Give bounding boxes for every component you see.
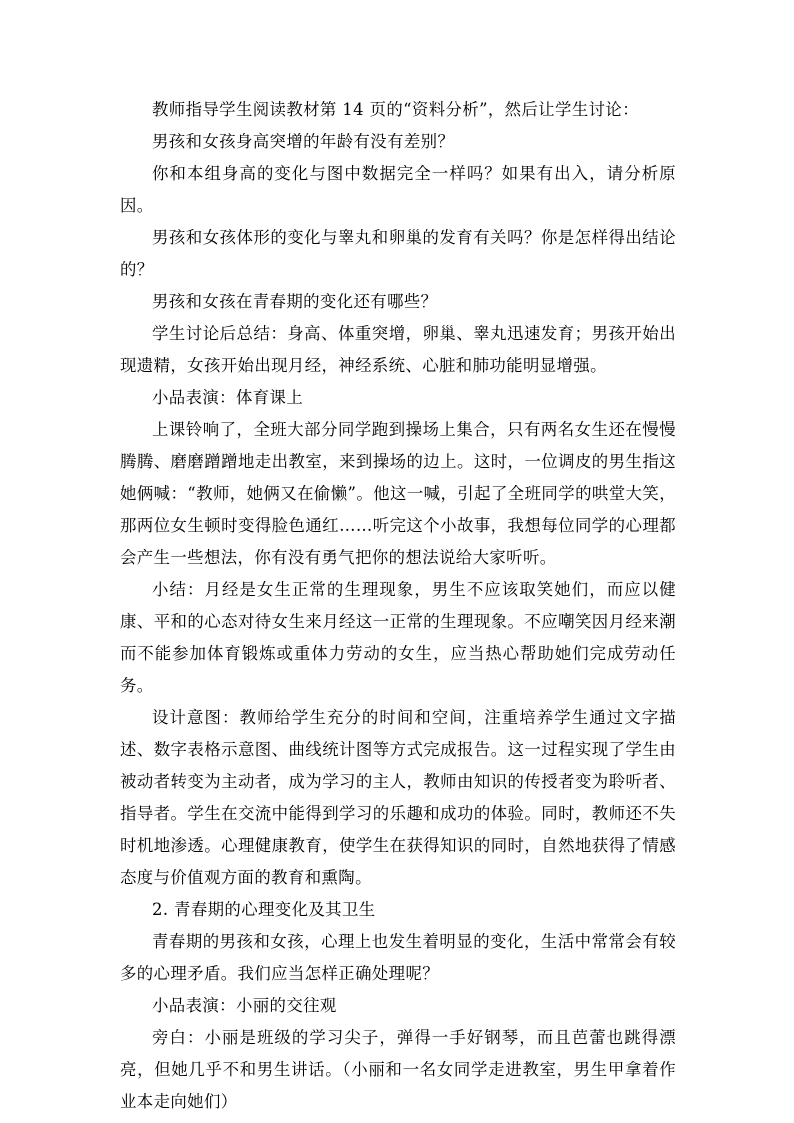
paragraph-skit-story: 上课铃响了，全班大部分同学跑到操场上集合，只有两名女生还在慢慢腾腾、磨磨蹭蹭地走出教室，来到操场的边上。这时，一位调皮的男生指这她俩喊：“教师，她俩又在偷懒”。他这一喊，引起了全班同学的哄堂大笑，那两位女生顿时变得脸色通红……听完这个小故事，我想每位同学的心理都会产生一些想法，你有没有勇气把你的想法说给大家听听。 [120,420,676,567]
paragraph-skit-title-xiaoli: 小品表演：小丽的交往观 [152,996,337,1015]
paragraph-question-4: 男孩和女孩在青春期的变化还有哪些？ [152,292,438,311]
paragraph-reading-instruction: 教师指导学生阅读教材第 14 页的“资料分析”，然后让学生讨论： [152,100,639,119]
paragraph-summary: 小结：月经是女生正常的生理现象，男生不应该取笑她们，而应以健康、平和的心态对待女生来月经这一正常的生理现象。不应嘲笑因月经来潮而不能参加体育锻炼或重体力劳动的女生，应当热心帮助她们完成劳动任务。 [120,580,676,695]
document-body [120,94,676,1118]
section-heading-2: 2. 青春期的心理变化及其卫生 [152,900,376,919]
paragraph-narration: 旁白：小丽是班级的学习尖子，弹得一手好钢琴，而且芭蕾也跳得漂亮，但她几乎不和男生讲话。（小丽和一名女同学走进教室，男生甲拿着作业本走向她们） [120,1028,676,1111]
paragraph-psych-intro: 青春期的男孩和女孩，心理上也发生着明显的变化，生活中常常会有较多的心理矛盾。我们应当怎样正确处理呢？ [120,932,676,983]
paragraph-discussion-summary: 学生讨论后总结：身高、体重突增，卵巢、睾丸迅速发育；男孩开始出现遗精，女孩开始出现月经，神经系统、心脏和肺功能明显增强。 [120,324,676,375]
paragraph-design-intent: 设计意图：教师给学生充分的时间和空间，注重培养学生通过文字描述、数字表格示意图、曲线统计图等方式完成报告。这一过程实现了学生由被动者转变为主动者，成为学习的主人，教师由知识的传授者变为聆听者、指导者。学生在交流中能得到学习的乐趣和成功的体验。同时，教师还不失时机地渗透。心理健康教育，使学生在获得知识的同时，自然地获得了情感态度与价值观方面的教育和熏陶。 [120,708,676,887]
paragraph-question-2: 你和本组身高的变化与图中数据完全一样吗？如果有出入，请分析原因。 [120,164,676,215]
paragraph-question-3: 男孩和女孩体形的变化与睾丸和卵巢的发育有关吗？你是怎样得出结论的？ [120,228,676,279]
paragraph-question-1: 男孩和女孩身高突增的年龄有没有差别？ [152,132,455,151]
paragraph-skit-title-pe: 小品表演：体育课上 [152,388,304,407]
